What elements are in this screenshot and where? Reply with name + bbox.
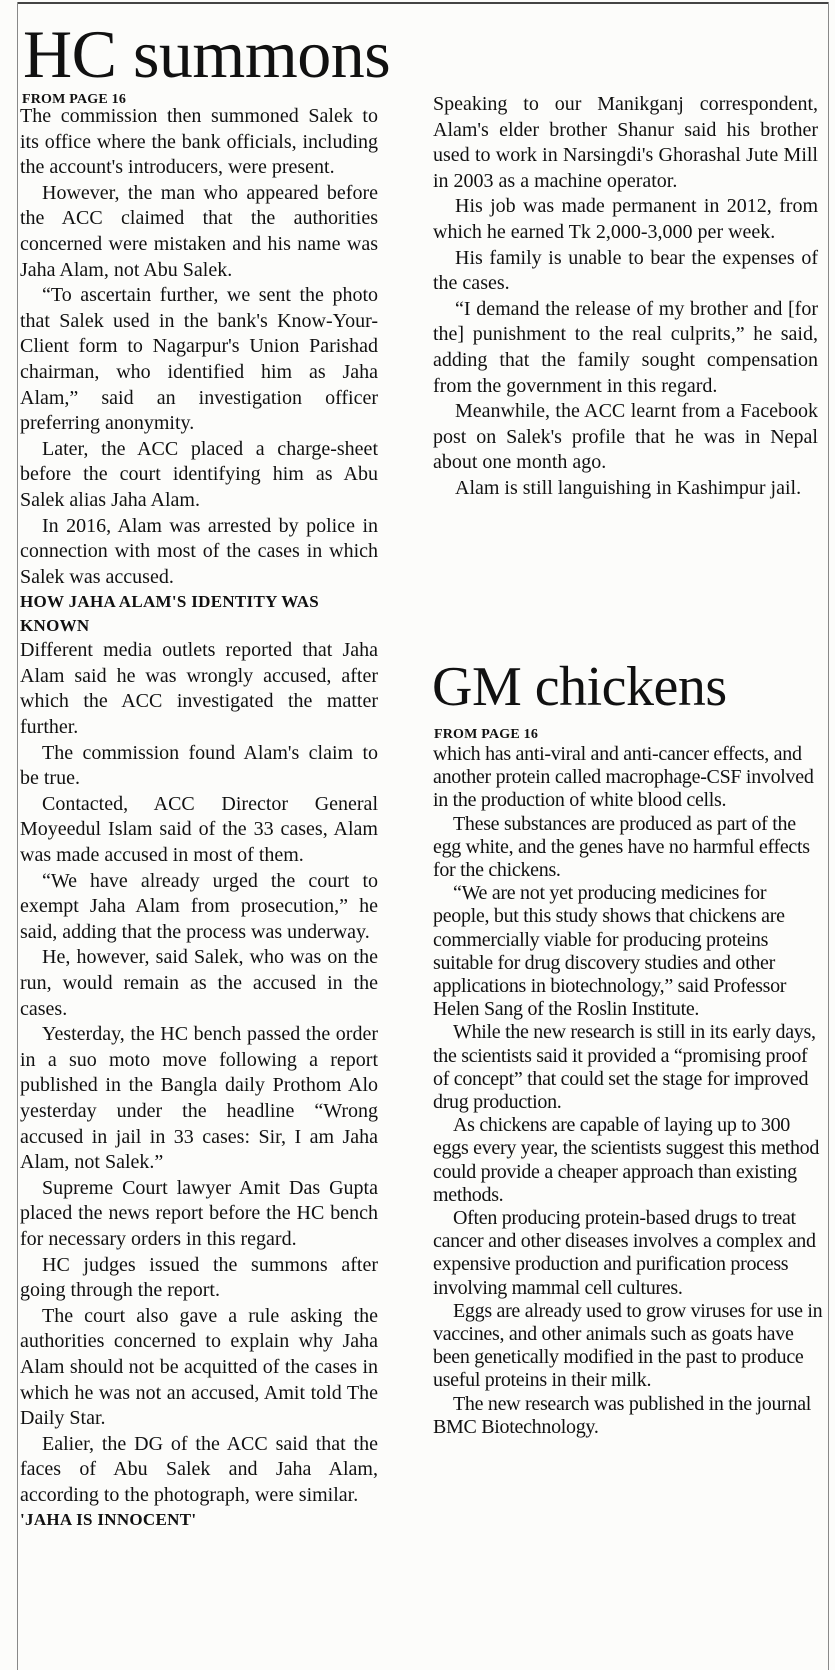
paragraph: “I demand the release of my brother and [for the] punishment to the real culprits,” he said, adding that the family sought compensation from the government in this regard. xyxy=(433,297,818,397)
paragraph: Different media outlets reported that Jaha Alam said he was wrongly accused, after which the ACC investigated the matter further. xyxy=(20,639,378,739)
top-rule xyxy=(17,2,829,4)
from-page-label: FROM PAGE 16 xyxy=(22,92,127,107)
paragraph: Alam is still languishing in Kashimpur jail. xyxy=(455,476,802,499)
article2-body xyxy=(433,743,823,1439)
article1-column-left xyxy=(20,104,378,1532)
paragraph: Meanwhile, the ACC learnt from a Facebook post on Salek's profile that he was in Nepal about one month ago. xyxy=(433,400,818,474)
right-rule xyxy=(828,2,829,1670)
paragraph: Later, the ACC placed a charge-sheet before the court identifying him as Abu Salek alias Jaha Alam. xyxy=(20,437,378,511)
from-page-label: FROM PAGE 16 xyxy=(434,727,539,742)
paragraph: While the new research is still in its early days, the scientists said it provided a “promising proof of concept” that could set the stage for improved drug production. xyxy=(433,1021,816,1114)
paragraph: In 2016, Alam was arrested by police in connection with most of the cases in which Salek was accused. xyxy=(20,514,378,588)
paragraph: The new research was published in the journal BMC Biotechnology. xyxy=(433,1392,812,1438)
article-headline-gm-chickens: GM chickens xyxy=(432,656,727,718)
subhead-identity: HOW JAHA ALAM'S IDENTITY WAS KNOWN xyxy=(20,592,320,636)
paragraph: His family is unable to bear the expenses of the cases. xyxy=(433,246,818,295)
paragraph: These substances are produced as part of the egg white, and the genes have no harmful effects for the chickens. xyxy=(433,812,810,882)
paragraph: Ealier, the DG of the ACC said that the faces of Abu Salek and Jaha Alam, according to the photograph, were similar. xyxy=(20,1432,378,1506)
paragraph: Often producing protein-based drugs to treat cancer and other diseases involves a complex and expensive production and purification process involving mammal cell cultures. xyxy=(433,1207,816,1299)
paragraph: The court also gave a rule asking the authorities concerned to explain why Jaha Alam should not be acquitted of the cases in which he was not an accused, Amit told The Daily Star. xyxy=(20,1304,378,1430)
paragraph: HC judges issued the summons after going through the report. xyxy=(20,1253,378,1302)
paragraph: As chickens are capable of laying up to 300 eggs every year, the scientists suggest this method could provide a cheaper approach than existing methods. xyxy=(433,1114,820,1206)
paragraph: Eggs are already used to grow viruses for use in vaccines, and other animals such as goats have been genetically modified in the past to produce useful proteins in their milk. xyxy=(433,1299,823,1392)
paragraph: Contacted, ACC Director General Moyeedul Islam said of the 33 cases, Alam was made accused in most of them. xyxy=(20,792,378,867)
paragraph: His job was made permanent in 2012, from which he earned Tk 2,000-3,000 per week. xyxy=(433,195,818,243)
paragraph: The commission then summoned Salek to its office where the bank officials, including the account's introducers, were present. xyxy=(20,105,378,179)
paragraph: “To ascertain further, we sent the photo that Salek used in the bank's Know-Your-Client form to Nagarpur's Union Parishad chairman, who identified him as Jaha Alam,” said an investigation officer preferring anonymity. xyxy=(20,284,378,435)
left-rule xyxy=(17,2,18,1670)
paragraph: Yesterday, the HC bench passed the order in a suo moto move following a report published in the Bangla daily Prothom Alo yesterday under the headline “Wrong accused in jail in 33 cases: Sir, I am Jaha Alam, not Salek.” xyxy=(20,1023,378,1174)
article1-column-right xyxy=(433,92,818,502)
subhead-jaha-innocent: 'JAHA IS INNOCENT' xyxy=(20,1510,197,1530)
paragraph: He, however, said Salek, who was on the run, would remain as the accused in the cases. xyxy=(20,946,378,1020)
article-headline-hc-summons: HC summons xyxy=(23,16,391,92)
paragraph: Speaking to our Manikganj correspondent, Alam's elder brother Shanur said his brother used to work in Narsingdi's Ghorashal Jute Mill in 2003 as a machine operator. xyxy=(433,93,818,192)
paragraph: which has anti-viral and anti-cancer effects, and another protein called macrophage-CSF involved in the production of white blood cells. xyxy=(433,743,814,812)
paragraph: However, the man who appeared before the ACC claimed that the authorities concerned were mistaken and his name was Jaha Alam, not Abu Salek. xyxy=(20,181,378,281)
paragraph: Supreme Court lawyer Amit Das Gupta placed the news report before the HC bench for necessary orders in this regard. xyxy=(20,1176,378,1250)
paragraph: “We have already urged the court to exempt Jaha Alam from prosecution,” he said, adding that the process was underway. xyxy=(20,869,378,943)
paragraph: “We are not yet producing medicines for people, but this study shows that chickens are commercially viable for producing proteins suitable for drug discovery studies and other applications in biotechnology,” said Professor Helen Sang of the Roslin Institute. xyxy=(433,882,787,1021)
paragraph: The commission found Alam's claim to be true. xyxy=(20,741,378,790)
